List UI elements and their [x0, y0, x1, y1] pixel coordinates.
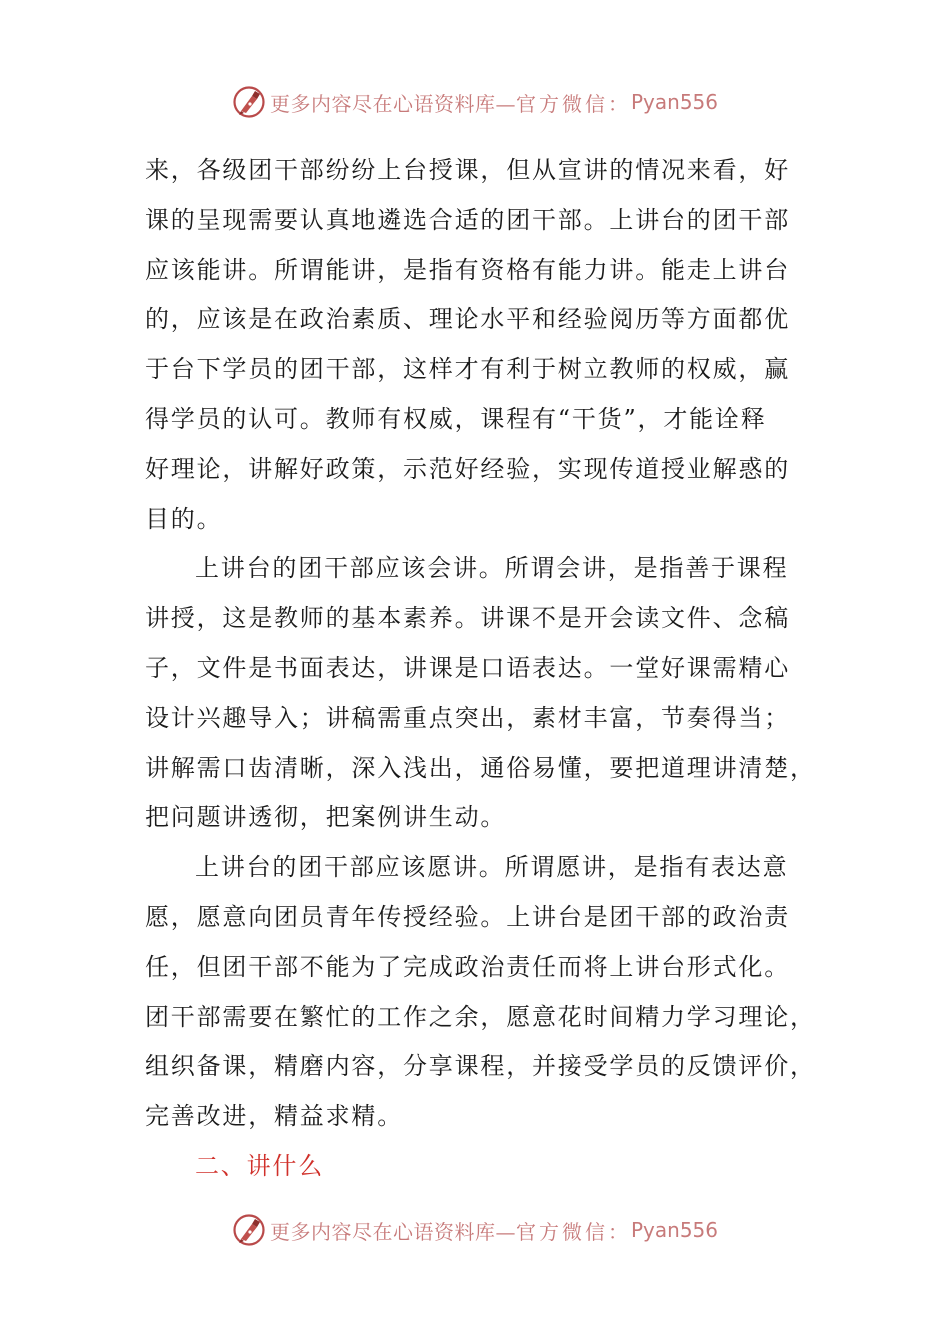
text-line: 上讲台的团干部应该愿讲。所谓愿讲，是指有表达意: [195, 853, 789, 882]
text-line: 来，各级团干部纷纷上台授课，但从宣讲的情况来看，好: [145, 156, 790, 184]
text-line: 于台下学员的团干部，这样才有利于树立教师的权威，赢: [145, 355, 790, 384]
pen-nib-logo-icon: [232, 1213, 266, 1247]
text-line: 的，应该是在政治素质、理论水平和经验阅历等方面都优: [145, 305, 790, 334]
text-line: 上讲台的团干部应该会讲。所谓会讲，是指善于课程: [195, 554, 789, 583]
text-line: 讲授，这是教师的基本素养。讲课不是开会读文件、念稿: [145, 604, 790, 633]
text-line: 完善改进，精益求精。: [145, 1102, 403, 1131]
paragraph-1: [145, 146, 807, 544]
text-line: 应该能讲。所谓能讲，是指有资格有能力讲。能走上讲台: [145, 255, 790, 284]
text-line: 愿，愿意向团员青年传授经验。上讲台是团干部的政治责: [145, 902, 790, 931]
text-line: 课的呈现需要认真地遴选合适的团干部。上讲台的团干部: [145, 205, 790, 234]
text-line: 把问题讲透彻，把案例讲生动。: [145, 803, 507, 832]
header-banner: [0, 80, 950, 124]
pen-nib-logo-icon: [232, 85, 266, 119]
banner-text: 更多内容尽在心语资料库—: [269, 1219, 516, 1244]
text-line: 目的。: [145, 504, 223, 533]
footer-banner: [0, 1208, 950, 1252]
text-line: 讲解需口齿清晰，深入浅出，通俗易懂，要把道理讲清楚，: [145, 753, 816, 782]
banner-wechat-id: Pyan556: [630, 90, 718, 114]
paragraph-2: [145, 544, 816, 843]
document-body: [145, 146, 816, 1192]
banner-wechat-label: 官方微信：: [515, 91, 631, 116]
text-line: 组织备课，精磨内容，分享课程，并接受学员的反馈评价，: [145, 1052, 816, 1081]
text-line: 子，文件是书面表达，讲课是口语表达。一堂好课需精心: [145, 653, 790, 682]
banner-text: 更多内容尽在心语资料库—: [269, 91, 516, 116]
banner-wechat-label: 官方微信：: [515, 1219, 631, 1244]
text-line: 任，但团干部不能为了完成政治责任而将上讲台形式化。: [145, 952, 790, 981]
text-line: 得学员的认可。教师有权威，课程有“干货”，才能诠释: [145, 404, 767, 433]
paragraph-3: [145, 843, 816, 1142]
banner-wechat-id: Pyan556: [630, 1218, 718, 1242]
text-line: 团干部需要在繁忙的工作之余，愿意花时间精力学习理论，: [145, 1002, 816, 1031]
text-line: 设计兴趣导入；讲稿需重点突出，素材丰富，节奏得当；: [145, 703, 790, 732]
text-line: 好理论，讲解好政策，示范好经验，实现传道授业解惑的: [145, 454, 790, 483]
section-heading: 二、讲什么: [195, 1151, 324, 1180]
